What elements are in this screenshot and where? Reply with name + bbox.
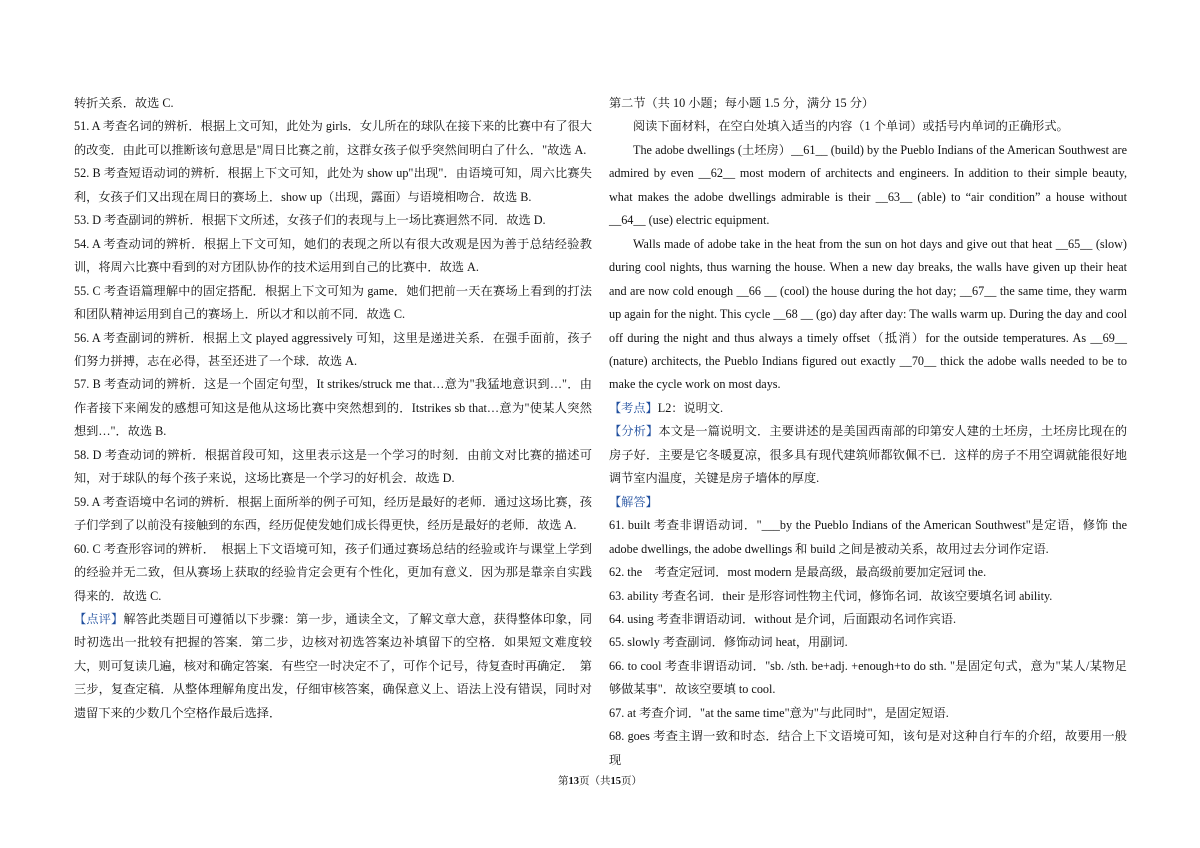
analysis-tag: 【分析】 xyxy=(609,424,659,439)
passage-paragraph-1: The adobe dwellings (土坯房）__61__ (build) by the Pueblo Indians of the American Southwest are admired by even __62__ most modern of architects and engineers. In addition to their simple beauty, what makes the adobe dwellings admirable is their __63__ (able) to “air condition” a house without __64__ (use) electric equipment. xyxy=(609,142,1127,228)
answer-61: 61. built 考查非谓语动词．"___by the Pueblo Indians of the American Southwest"是定语，修饰 the adobe dwellings, the adobe dwellings 和 build 之间是被动关系，故用过去分词作定语. xyxy=(609,518,1127,556)
answer-heading xyxy=(609,491,1127,514)
left-para-9: 59. A 考查语境中名词的辨析．根据上面所举的例子可知，经历是最好的老师．通过这场比赛，孩子们学到了以前没有接触到的东西，经历促使发她们成长得更快，经历是最好的老师．故选 A. xyxy=(74,494,592,533)
page-footer: 第13页（共15页） xyxy=(558,776,642,787)
right-column xyxy=(609,92,1127,772)
section-heading: 第二节（共 10 小题；每小题 1.5 分，满分 15 分） xyxy=(609,96,875,110)
left-para-10: 60. C 考查形容词的辨析． 根据上下文语境可知，孩子们通过赛场总结的经验或许与课堂上学到的经验并无二致，但从赛场上获取的经验肯定会更有个性化，更加有意义．因为那是靠亲自实践得来的．故选 C. xyxy=(74,541,592,603)
left-para-6: 56. A 考查副词的辨析．根据上文 played aggressively 可知，这里是递进关系．在强手面前，孩子们努力拼搏，志在必得，甚至还进了一个球．故选 A. xyxy=(74,330,592,368)
passage-paragraph-2: Walls made of adobe take in the heat from the sun on hot days and give out that heat __65__ (slow) during cool nights, thus warning the house. When a new day breaks, the walls have given up their heat and are now cold enough __66 __ (cool) the house during the hot day; __67__ the same time, they warm up again for the night. This cycle __68 __ (go) day after day: The walls warm up. During the day and cool off during the night and thus always a timely offset（抵消）for the outside temperatures. As __69__ (nature) architects, the Pueblo Indians figured out exactly __70__ thick the adobe walls needed to be to make the cycle work on most days. xyxy=(609,236,1127,392)
left-para-8: 58. D 考查动词的辨析．根据首段可知，这里表示这是一个学习的时刻．由前文对比赛的描述可知，对于球队的每个孩子来说，这场比赛是一个学习的好机会．故选 D. xyxy=(74,447,592,486)
left-column xyxy=(74,92,592,725)
page-total: 15 xyxy=(610,776,621,787)
answer-65: 65. slowly 考查副词．修饰动词 heat，用副词. xyxy=(609,635,848,650)
page-number: 13 xyxy=(568,776,579,787)
topic-tag: 【考点】 xyxy=(609,400,658,415)
answer-66: 66. to cool 考查非谓语动词．"sb. /sth. be+adj. +enough+to do sth. "是固定句式，意为"某人/某物足够做某事"．故该空要填 to cool. xyxy=(609,658,1127,697)
left-para-0: 转折关系．故选 C. xyxy=(74,96,174,110)
answer-63: 63. ability 考查名词．their 是形容词性物主代词，修饰名词．故该空要填名词 ability. xyxy=(609,588,1053,603)
instructions: 阅读下面材料，在空白处填入适当的内容（1 个单词）或括号内单词的正确形式。 xyxy=(633,119,1069,134)
left-para-4: 54. A 考查动词的辨析．根据上下文可知，她们的表现之所以有很大改观是因为善于总结经验教训，将周六比赛中看到的对方团队协作的技术运用到自己的比赛中．故选 A. xyxy=(74,236,592,275)
left-para-7: 57. B 考查动词的辨析．这是一个固定句型，It strikes/struck me that…意为"我猛地意识到…"．由作者接下来阐发的感想可知这是他从这场比赛中突然想到的．Itstrikes sb that…意为"使某人突然想到…"．故选 B. xyxy=(74,377,592,439)
answer-68: 68. goes 考查主谓一致和时态．结合上下文语境可知，该句是对这种自行车的介绍，故要用一般现 xyxy=(609,729,1127,767)
left-para-5: 55. C 考查语篇理解中的固定搭配．根据上下文可知为 game．她们把前一天在赛场上看到的打法和团队精神运用到自己的赛场上．所以才和以前不同．故选 C. xyxy=(74,283,592,322)
answer-tag: 【解答】 xyxy=(609,494,658,509)
left-para-1: 51. A 考查名词的辨析．根据上文可知，此处为 girls．女儿所在的球队在接下来的比赛中有了很大的改变．由此可以推断该句意思是"周日比赛之前，这群女孩子似乎突然间明白了什么．"故选 A. xyxy=(74,119,592,157)
topic-paragraph: 【考点】L2：说明文. xyxy=(609,400,724,415)
comment-paragraph: 【点评】解答此类题目可遵循以下步骤：第一步，通读全文，了解文章大意，获得整体印象，同时初选出一批较有把握的答案．第二步，边核对初选答案边补填留下的空格．如果短文难度较大，则可复读几遍，核对和确定答案．有些空一时决定不了，可作个记号，待复查时再确定． 第三步，复查定稿．从整体理解角度出发，仔细审核答案，确保意义上、语法上没有错误，同时对遗留下来的少数几个空格作最后选择． xyxy=(74,611,593,720)
left-para-2: 52. B 考查短语动词的辨析．根据上下文可知，此处为 show up"出现"．由语境可知，周六比赛失利，女孩子们又出现在周日的赛场上．show up（出现，露面）与语境相吻合．故选 B. xyxy=(74,166,592,204)
answer-62: 62. the 考查定冠词．most modern 是最高级，最高级前要加定冠词 the. xyxy=(609,565,987,580)
answer-64: 64. using 考查非谓语动词．without 是介词，后面跟动名词作宾语. xyxy=(609,611,957,626)
comment-tag: 【点评】 xyxy=(74,611,124,626)
analysis-paragraph: 【分析】本文是一篇说明文．主要讲述的是美国西南部的印第安人建的土坯房，土坯房比现在的房子好．主要是它冬暖夏凉，很多具有现代建筑师都钦佩不已．这样的房子不用空调就能很好地调节室内温度，关键是房子墙体的厚度. xyxy=(609,424,1128,486)
answer-67: 67. at 考查介词．"at the same time"意为"与此同时"，是固定短语. xyxy=(609,705,949,720)
left-para-3: 53. D 考查副词的辨析．根据下文所述，女孩子们的表现与上一场比赛迥然不同．故选 D. xyxy=(74,213,546,228)
